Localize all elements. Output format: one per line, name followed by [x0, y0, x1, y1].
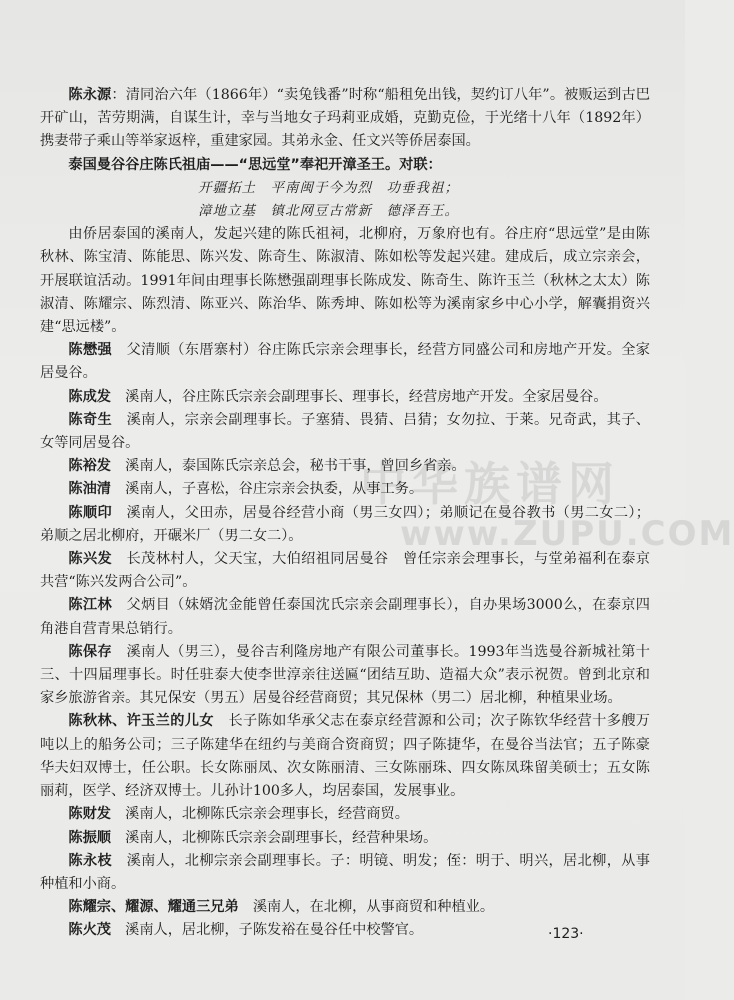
person-name: 陈裕发	[68, 458, 111, 475]
entry-paragraph	[40, 641, 650, 711]
person-name: 陈保存	[68, 643, 113, 660]
entry-text: 父炳目（妹婿沈金能曾任泰国沈氏宗亲会副理事长），自办果场3000么，在泰京四角港自营青果总销行。	[40, 597, 650, 637]
paragraph-text: ：清同治六年（1866年）“卖兔钱番”时称“船租免出钱，契约订八年”。被贩运到古巴开矿山，苦劳期满，自谋生计，幸与当地女子玛莉亚成婚，克勤克俭，于光绪十八年（1892年）携妻带子乘山等举家返梓，重建家园。其弟永金、任文兴等侨居泰国。	[40, 87, 650, 150]
entry-paragraph	[40, 896, 650, 919]
person-name: 陈成发	[68, 388, 111, 405]
entry-paragraph	[40, 455, 650, 478]
person-name: 陈火茂	[68, 922, 111, 939]
entry-text: 父清顺（东厝寨村）谷庄陈氏宗亲会理事长，经营方同盛公司和房地产开发。全家居曼谷。	[40, 342, 650, 382]
couplet-line-1: 开疆拓土 平南闽于今为烈 功垂我祖；	[198, 179, 459, 196]
watermark-line-2: www.ZUPU.COM	[400, 514, 734, 554]
person-name: 陈顺印	[68, 504, 113, 521]
page-body	[40, 84, 650, 943]
entry-paragraph	[40, 339, 650, 385]
entry-text: 溪南人，宗亲会副理事长。子塞猜、畏猜、吕猜；女勿拉、于莱。兄奇武，其子、女等同居曼谷。	[40, 411, 650, 452]
person-name: 陈懋强	[68, 342, 113, 359]
entry-paragraph	[40, 594, 650, 640]
person-name: 陈永源	[68, 87, 112, 103]
person-name: 陈振顺	[68, 829, 111, 846]
entry-text: 溪南人，居北柳，子陈发裕在曼谷任中校警官。	[110, 922, 424, 939]
entry-text: 溪南人，子喜松，谷庄宗亲会执委，从事工务。	[110, 481, 424, 498]
person-name: 陈财发	[68, 806, 111, 823]
person-name: 陈秋林、许玉兰的儿女	[68, 713, 214, 730]
entry-text: 溪南人，北柳陈氏宗亲会副理事长，经营种果场。	[110, 829, 438, 846]
entry-text: 溪南人，泰国陈氏宗亲总会，秘书干事，曾回乡省亲。	[110, 458, 466, 475]
entry-text: 溪南人，谷庄陈氏宗亲会副理事长、理事长，经营房地产开发。全家居曼谷。	[110, 388, 608, 405]
temple-heading: 泰国曼谷谷庄陈氏祖庙——“思远堂”奉祀开漳圣王。对联：	[68, 156, 442, 173]
entry-text: 溪南人，北柳宗亲会副理事长。子：明镜、明发；侄：明于、明兴，居北柳，从事种植和小商。	[40, 852, 650, 892]
couplet-line-2: 漳地立基 镇北网豆古常新 德泽吾王。	[198, 203, 459, 220]
entry-paragraph	[40, 827, 650, 850]
entry-text: 溪南人（男三），曼谷吉利隆房地产有限公司董事长。1993年当选曼谷新城社第十三、十四届理事长。时任驻泰大使李世淳亲往送匾“团结互助、造福大众”表示祝贺。曾到北京和家乡旅游省亲。其兄保安（男五）居曼谷经营商贸；其兄保林（男二）居北柳，种植果业场。	[40, 643, 650, 707]
entry-text: 溪南人，在北柳，从事商贸和种植业。	[238, 899, 495, 916]
entry-paragraph	[40, 710, 650, 803]
entry-paragraph	[40, 548, 650, 594]
person-name: 陈奇生	[68, 411, 113, 428]
entry-paragraph	[40, 409, 650, 455]
person-name: 陈耀宗、耀源、耀通三兄弟	[68, 899, 239, 916]
paragraph-temple-history: 由侨居泰国的溪南人，发起兴建的陈氏祖祠，北柳府，万象府也有。谷庄府“思远堂”是由陈秋林、陈宝清、陈能思、陈兴发、陈奇生、陈淑清、陈如松等发起兴建。建成后，成立宗亲会，开展联谊活动。1991年间由理事长陈懋强副理事长陈成发、陈奇生、陈许玉兰（秋林之太太）陈淑清、陈耀宗、陈烈清、陈亚兴、陈治华、陈秀坤、陈如松等为溪南家乡中心小学，解囊捐资兴建“思远楼”。	[40, 226, 650, 336]
entry-text: 溪南人，北柳陈氏宗亲会理事长，经营商贸。	[110, 806, 409, 823]
entry-text: 溪南人，父田赤，居曼谷经营小商（男三女四）；弟顺记在曼谷教书（男二女二）；弟顺之居北柳府，开碾米厂（男二女二）。	[40, 504, 650, 544]
person-name: 陈油清	[68, 481, 111, 498]
entry-paragraph	[40, 850, 650, 896]
entry-paragraph	[40, 803, 650, 826]
entry-paragraph	[40, 478, 650, 501]
entry-paragraph	[40, 502, 650, 548]
entry-paragraph	[40, 386, 650, 409]
person-name: 陈兴发	[68, 551, 113, 568]
person-name: 陈永枝	[68, 852, 113, 869]
person-name: 陈江林	[68, 597, 113, 614]
paragraph-chen-yongyuan	[40, 84, 650, 154]
entry-text: 长子陈如华承父志在泰京经营源和公司；次子陈钦华经营十多艘万吨以上的船务公司；三子陈建华在纽约与美商合资商贸；四子陈捷华，在曼谷当法官；五子陈豪华夫妇双博士，任公职。长女陈丽凤、次女陈丽清、三女陈丽珠、四女陈凤珠留美硕士；五女陈丽莉，医学、经济双博士。儿孙计100多人，均居泰国，发展事业。	[40, 713, 650, 800]
page-number: ·123·	[548, 926, 584, 942]
watermark-line-1: 中华族谱网	[360, 457, 620, 511]
entry-text: 长茂林村人，父天宝，大伯绍祖同居曼谷 曾任宗亲会理事长，与堂弟福利在泰京共营“陈兴发两合公司”。	[40, 551, 650, 591]
